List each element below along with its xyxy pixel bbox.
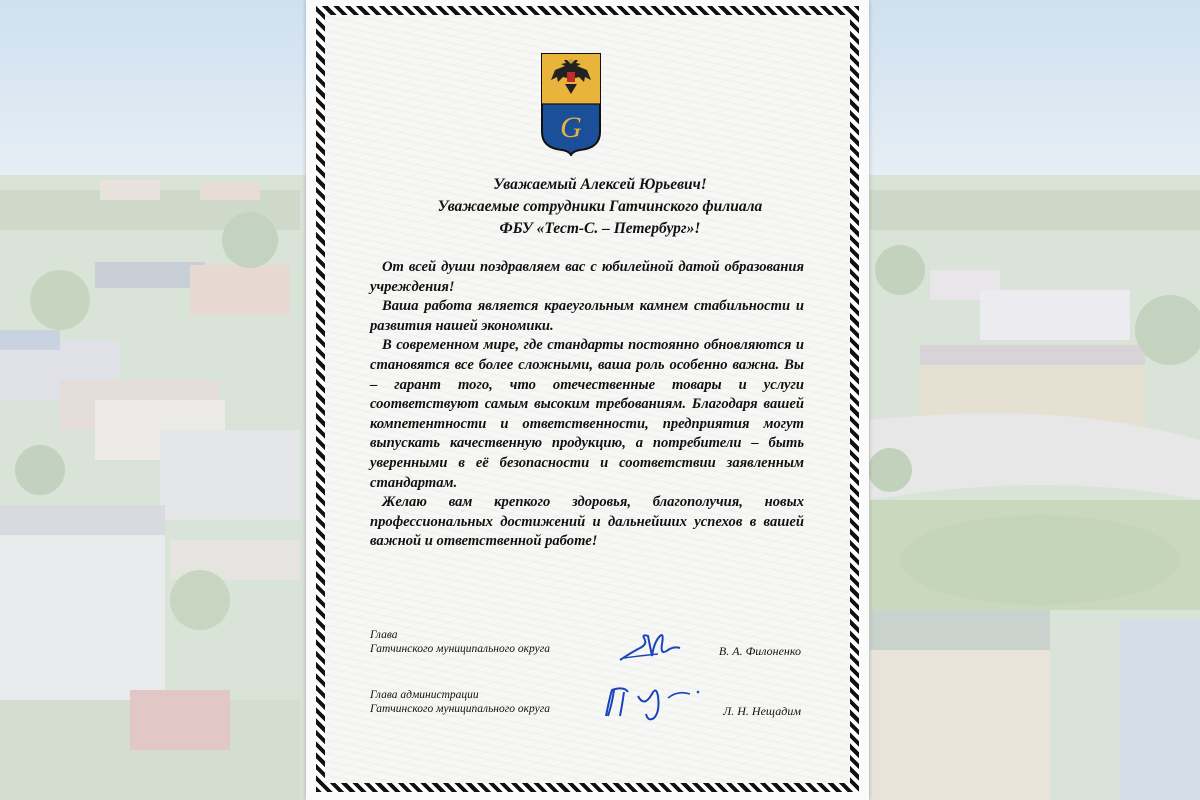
paragraph: От всей души поздравляем вас с юбилейной датой образования учреждения! [370, 259, 804, 295]
coat-of-arms-emblem [540, 52, 602, 156]
signatory-position: Глава [370, 629, 398, 641]
signatory-position: Глава администрации [370, 689, 479, 701]
signature-block-2 [370, 688, 804, 718]
signatory-name: В. А. Филоненко [718, 644, 801, 658]
handwritten-signature [598, 682, 708, 722]
addressee-line: Уважаемый Алексей Юрьевич! [493, 176, 707, 193]
addressee-line: Уважаемые сотрудники Гатчинского филиала [437, 198, 763, 215]
paragraph: Желаю вам крепкого здоровья, благополучия, новых профессиональных достижений и дальнейших успехов в вашей важной и ответственной работе! [370, 494, 804, 550]
letter-body [370, 258, 804, 552]
emblem-letter: G [560, 111, 582, 144]
paragraph: Ваша работа является краеугольным камнем стабильности и развития нашей экономики. [370, 298, 804, 334]
paragraph: В современном мире, где стандарты постоянно обновляются и становятся все более сложными, ваша роль особенно важна. Вы – гарант того, что отечественные товары и услуги соответствуют самым высоким требованиям. Благодаря вашей компетентности и ответственности, предприятия могут выпускать качественную продукцию, а потребители – быть уверенными в её безопасности и соответствии заявленным стандартам. [370, 337, 804, 491]
signatory-name: Л. Н. Нещадим [723, 704, 801, 718]
signatory-position: Гатчинского муниципального округа [370, 703, 550, 715]
signatory-position: Гатчинского муниципального округа [370, 643, 550, 655]
addressee-line: ФБУ «Тест-С. – Петербург»! [499, 220, 701, 237]
addressee-block [400, 174, 800, 240]
handwritten-signature [618, 630, 682, 664]
signature-block-1 [370, 628, 804, 658]
